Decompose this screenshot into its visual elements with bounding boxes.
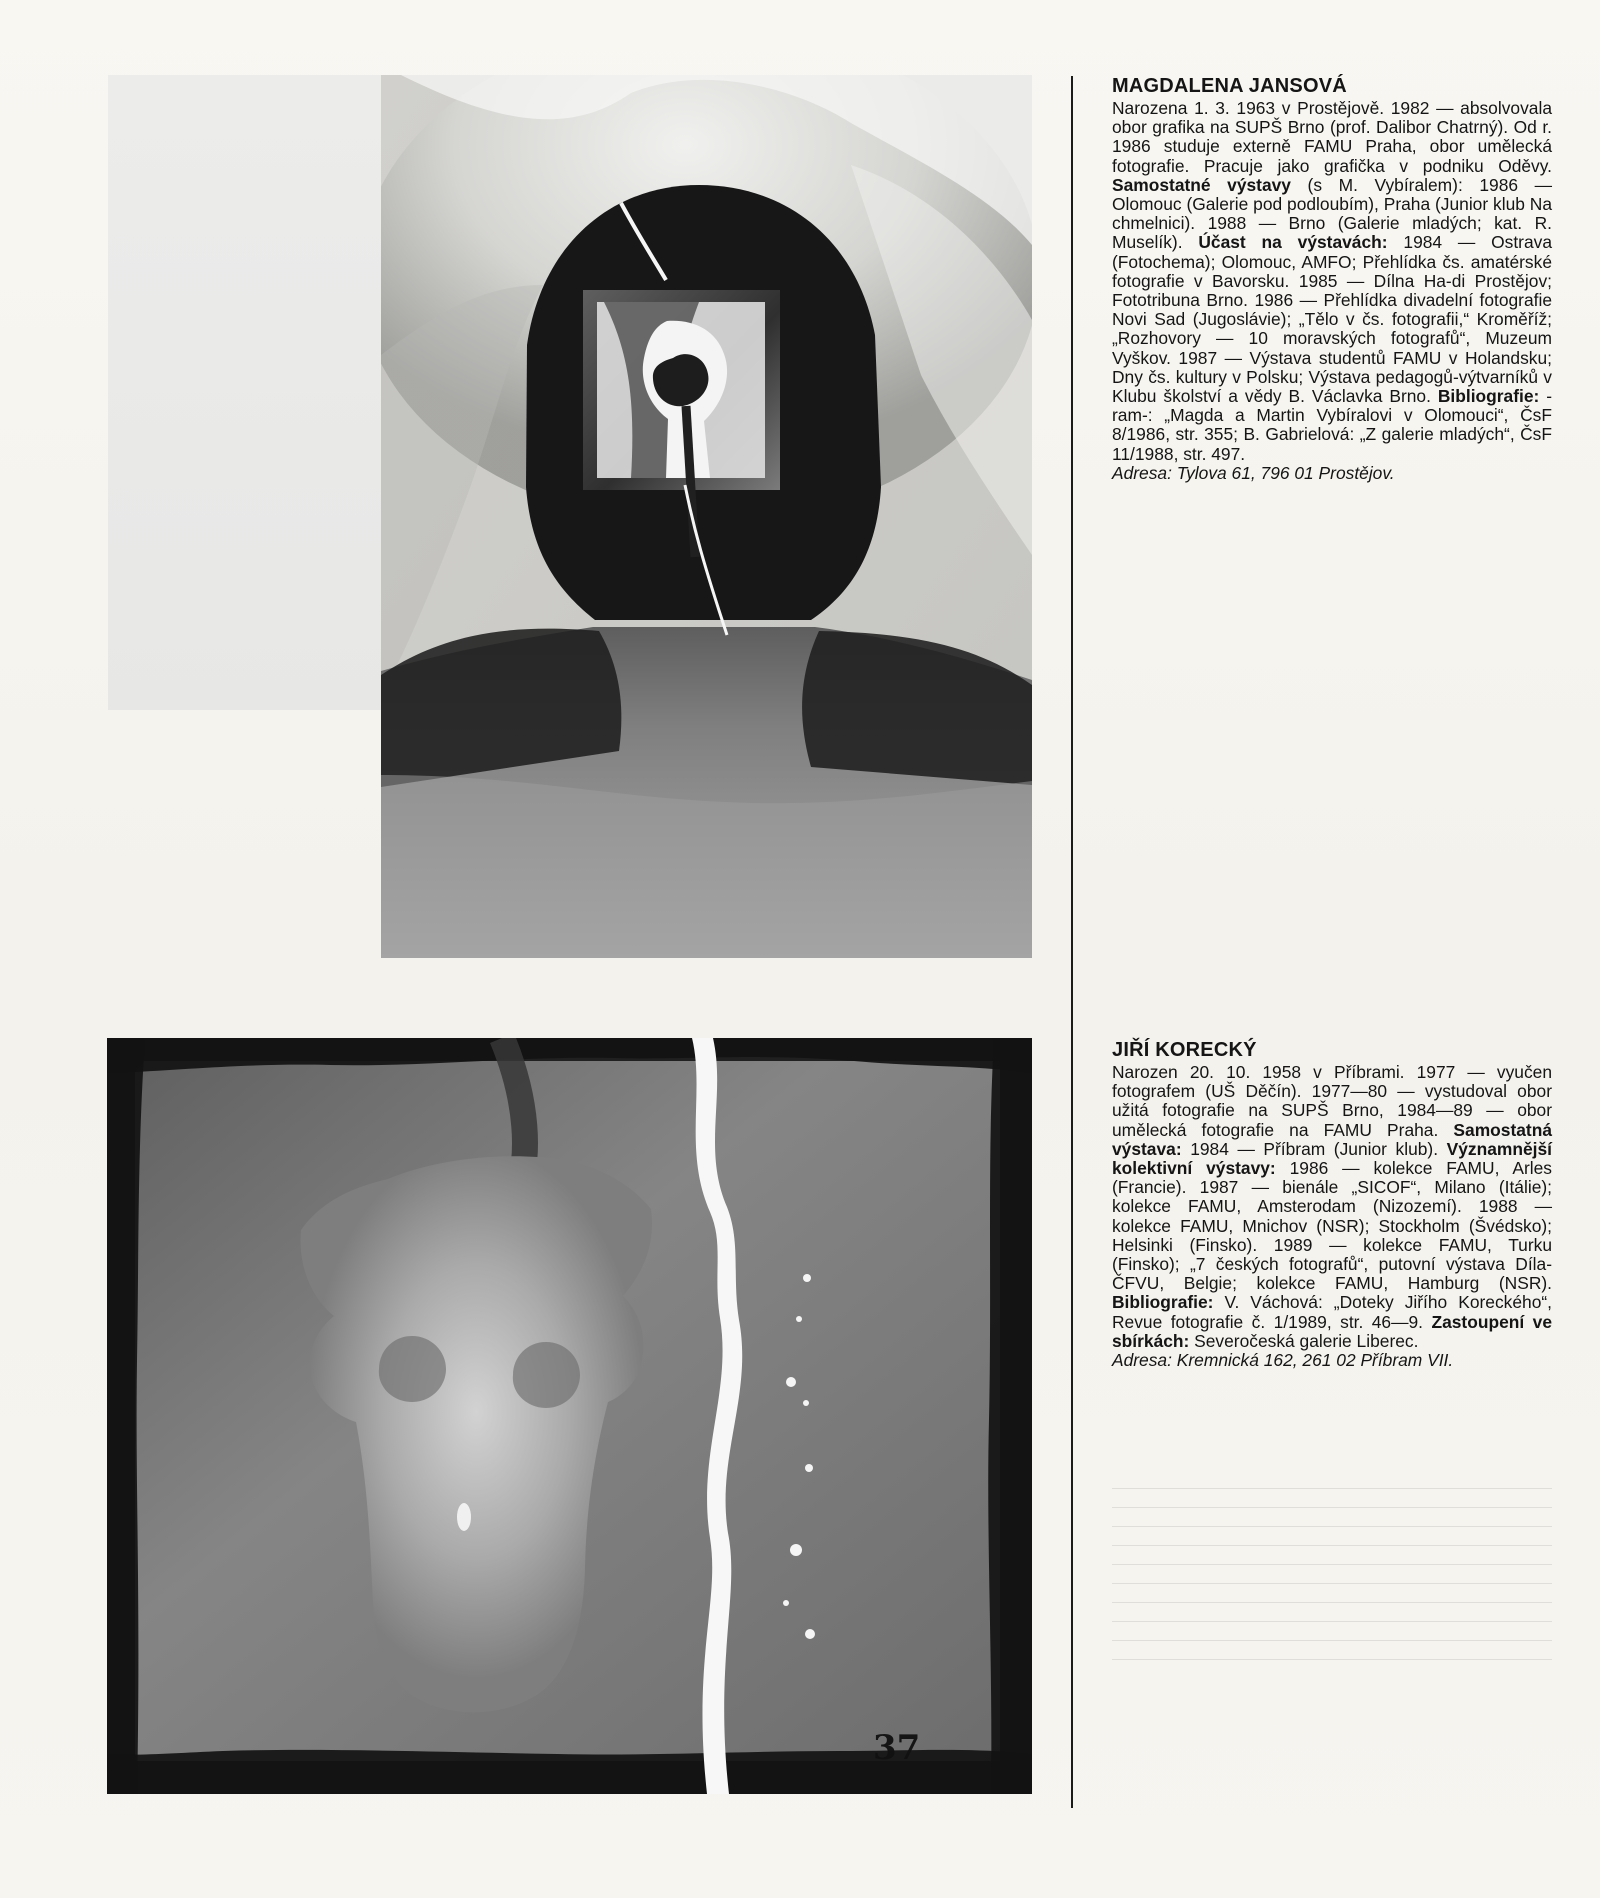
show-through-text: [1112, 1488, 1552, 1678]
torso-photo: [107, 1038, 1032, 1794]
artist-name-korecky: JIŘÍ KORECKÝ: [1112, 1039, 1257, 1061]
artist-entry-korecky: [1112, 1038, 1552, 1370]
bio-korecky-text-4: Severočeská galerie Liberec.: [1189, 1330, 1419, 1351]
artist-address-jansova: Adresa: Tylova 61, 796 01 Prostějov.: [1112, 462, 1395, 483]
page-number: 37: [873, 1728, 921, 1768]
torso-image: [107, 1038, 1032, 1794]
bio-korecky-text-1: 1984 — Příbram (Junior klub).: [1181, 1138, 1447, 1159]
bio-korecky-text-2: 1986 — kolekce FAMU, Arles (Francie). 1987 — bienále „SICOF“, Milano (Itálie); kolekce FAMU, Amsterodam (Nizozemí). 1988 — kolekce FAMU, Mnichov (NSR); Stockholm (Švédsko); Helsinki (Finsko). 1989 — kolekce FAMU, Turku (Finsko); „7 českých fotografů“, putovní výstava Díla-ČFVU, Belgie; kolekce FAMU, Hamburg (NSR).: [1112, 1158, 1552, 1294]
artist-name-jansova: MAGDALENA JANSOVÁ: [1112, 75, 1347, 97]
bio-korecky-bold-2: Významnější kolektivní výstavy:: [1112, 1138, 1552, 1179]
bio-jansova-bold-2: Účast na výstavách:: [1198, 232, 1388, 253]
artist-bio-korecky: [1112, 1063, 1552, 1370]
bio-jansova-text-2: 1984 — Ostrava (Fotochema); Olomouc, AMFO; Přehlídka čs. amatérské fotografie v Bavorsku. 1985 — Dílna Ha-di Prostějov; Fototribuna Brno. 1986 — Přehlídka divadelní fotografie Novi Sad (Jugoslávie); „Tělo v čs. fotografii,“ Kroměříž; „Rozhovory — 10 moravských fotografů“, Muzeum Vyškov. 1987 — Výstava studentů FAMU v Holandsku; Dny čs. kultury v Polsku; Výstava pedagogů-výtvarníků v Klubu školství a vědy B. Václavka Brno.: [1112, 232, 1552, 407]
portrait-collage-photo: [381, 75, 1032, 958]
portrait-collage-image: [381, 75, 1032, 958]
bio-korecky-bold-4: Zastoupení ve sbírkách:: [1112, 1311, 1552, 1351]
bio-jansova-text-1: (s M. Vybíralem): 1986 — Olomouc (Galerie pod podloubím), Praha (Junior klub Na chmelnici). 1988 — Brno (Galerie mladých; kat. R. Muselík).: [1112, 174, 1552, 253]
bio-korecky-bold-3: Bibliografie:: [1112, 1292, 1214, 1313]
bio-jansova-bold-1: Samostatné výstavy: [1112, 174, 1291, 195]
bio-jansova-text-3: -ram-: „Magda a Martin Vybíralovi v Olomouci“, ČsF 8/1986, str. 355; B. Gabrielová: „Z galerie mladých“, ČsF 11/1988, str. 497.: [1112, 386, 1553, 464]
artist-entry-jansova: [1112, 74, 1552, 483]
faded-print-panel: [108, 75, 384, 710]
bio-korecky-text-0: Narozen 20. 10. 1958 v Příbrami. 1977 — vyučen fotografem (UŠ Děčín). 1977—80 — vystudoval obor užitá fotografie na SUPŠ Brno, 1984—89 — obor umělecká fotografie na FAMU Praha.: [1112, 1062, 1552, 1140]
bio-jansova-bold-3: Bibliografie:: [1437, 386, 1540, 407]
vertical-divider: [1071, 76, 1073, 1808]
bio-jansova-text-0: Narozena 1. 3. 1963 v Prostějově. 1982 — absolvovala obor grafika na SUPŠ Brno (prof. Dalibor Chatrný). Od r. 1986 studuje externě FAMU Praha, obor umělecká fotografie. Pracuje jako grafička v podniku Oděvy.: [1112, 98, 1552, 176]
artist-bio-jansova: [1112, 99, 1552, 483]
artist-address-korecky: Adresa: Kremnická 162, 261 02 Příbram VII.: [1112, 1350, 1454, 1371]
bio-korecky-text-3: V. Váchová: „Doteky Jiřího Koreckého“, Revue fotografie č. 1/1989, str. 46—9.: [1112, 1292, 1552, 1332]
bio-korecky-bold-1: Samostatná výstava:: [1112, 1119, 1552, 1159]
